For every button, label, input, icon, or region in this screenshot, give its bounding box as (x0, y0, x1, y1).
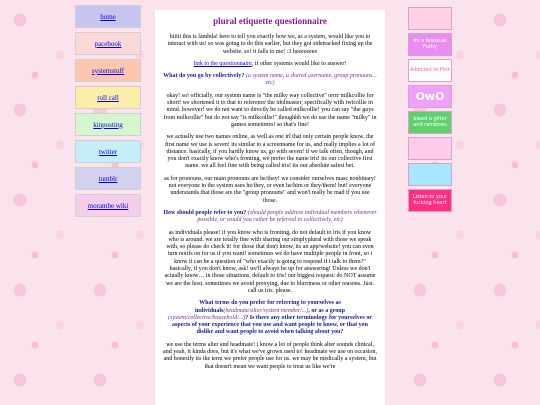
nav-item-kinposting[interactable]: kinposting (75, 113, 141, 136)
page-title: plural etiquette questionnaire (213, 16, 327, 26)
nav-item-roll-call[interactable]: roll call (75, 86, 141, 109)
question-2: How should people refer to you? (should people address individual members whenever possible, or would you rather be referred to collectively, etc) (163, 209, 377, 224)
stamp-4: OwO (408, 85, 452, 108)
answer-1c: as for pronouns, our main pronouns are he/they! we consider ourselves masc nonbinary! not everyone in the system uses he/they, or even he/him or they/them! but! everyone understands that those are the "group pronouns" and won't really be mad if you use those. (164, 175, 376, 204)
stamp-7 (408, 163, 452, 186)
answer-2: as individuals please! if you know who is fronting, do not default to iris if you know who is around. we are totally fine with sharing our simplyplural with those we speak with, so please do check it! for those that don't know, its an app/website! you can even turn notifs on for us if you want! sometimes we do have multiple people in front, so i know it can be a question of "who exactly is going to respond if i talk to them?" basically, if you don't know, ask! we'll always be up for answering! Unless we don't actually know… in those situations, default to iris! our biggest request: do NOT assume we are the host. sometimes we avoid proxying, due to blurriness or other reasons. Just. call us iris. please. (164, 229, 376, 294)
nav-item-pacebook[interactable]: pacebook (75, 32, 141, 55)
intro-paragraph: hiiiii this is lambda! here to tell you exactly how we, as a system, would like you to interact with us! so was going to do this earlier, but they got sidetracked fixing up the website. so! it falls to me! :3 heeeeeeee (167, 34, 373, 55)
stamp-1 (408, 7, 452, 30)
stamp-8: Listen to your fucking heart (408, 189, 452, 212)
nav-item-tumblr[interactable]: tumblr (75, 167, 141, 190)
sidebar-nav (75, 5, 141, 217)
stamp-3: Addicted to Pink (408, 59, 452, 82)
nav-item-home[interactable]: home (75, 5, 141, 28)
questionnaire-link[interactable]: link to the questionnaire (193, 60, 252, 67)
stamp-5: bleed a gilter and rainbows (408, 111, 452, 134)
answer-1b: we actually use two names online, as well as one irl that only certain people know. the first name we use is seven! its similar to a screenname for us, and really implies a lot of distance. basically, if you hardly know us, go with seven! if we talk often, though, and you don't exactly know who's fronting, we prefer the name iris! its our collective first name. we all feel fine with being called iris! its our absolute safest bet. (164, 134, 376, 170)
nav-item-systemstuff[interactable]: systemstuff (75, 59, 141, 82)
stamp-column (408, 7, 452, 212)
question-3: What terms do you prefer for referring to yourselves as individuals(headmate/alter/system member/...), or as a group (system/collective/household/...)? Is there any other terminology for yourselves or aspects of your experience that you use and want people to know, or that you dislike and want people to avoid when talking about you? (168, 300, 372, 336)
nav-item-twitter[interactable]: twitter (75, 140, 141, 163)
nav-item-morambe-wiki[interactable]: morambe wiki (75, 194, 141, 217)
questionnaire-link-line: link to the questionnaire, if other systems would like to answer! (193, 60, 347, 67)
answer-3: we use the terms alter and headmate! i know a lot of people think alter sounds clinical, and yeah, it kinda does, but it's what we've grown used to! headmate we use on occasion, and honestly its the term we prefer people use for us. we may be medically a system, but that doesn't mean we want people to treat us like we're (163, 341, 377, 370)
answer-1: okay! so! officially, our system name is "the milky way collective" orrrr milkcollie for short! we shortened it to that to reference the idolmaster, specifically with twicollie in mind. however! we do not want to directly be called milkcollie! you can say "the guys from milkcollie" but do not say "is milkcollie!" thoughhh we do use the name "milky" in games sometimes! so that's fine! (163, 92, 377, 128)
main-content (155, 10, 385, 405)
stamp-2: im a bisexual Furby (408, 33, 452, 56)
question-1: What do you go by collectively? (a system name, a shared username, group pronouns... etc) (163, 73, 377, 87)
stamp-6 (408, 137, 452, 160)
